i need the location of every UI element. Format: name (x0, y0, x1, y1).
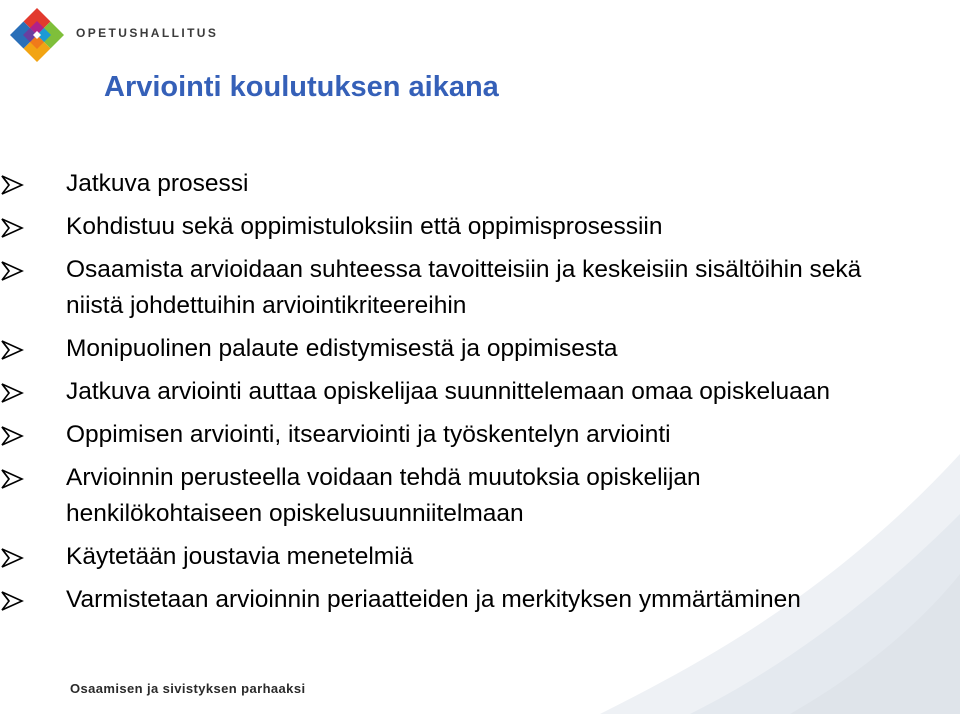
footer-slogan: Osaamisen ja sivistyksen parhaaksi (70, 681, 306, 696)
opetushallitus-logo-icon (8, 6, 66, 64)
bullet-item (0, 582, 866, 618)
bullet-item (0, 460, 866, 532)
arrow-bullet-icon (0, 217, 26, 239)
arrow-bullet-icon (0, 590, 26, 612)
arrow-bullet-icon (0, 425, 26, 447)
slide-title: Arviointi koulutuksen aikana (104, 71, 499, 103)
arrow-bullet-icon (0, 547, 26, 569)
bullet-text: Kohdistuu sekä oppimistuloksiin että oppimisprosessiin (66, 213, 663, 240)
bullet-item (0, 417, 866, 453)
bullet-list (0, 166, 960, 625)
bullet-text: Varmistetaan arvioinnin periaatteiden ja merkityksen ymmärtäminen (66, 586, 801, 613)
bullet-item (0, 209, 866, 245)
bullet-item (0, 331, 866, 367)
bullet-item (0, 166, 866, 202)
arrow-bullet-icon (0, 339, 26, 361)
arrow-bullet-icon (0, 382, 26, 404)
bullet-text: Oppimisen arviointi, itsearviointi ja työskentelyn arviointi (66, 421, 671, 448)
bullet-text: Monipuolinen palaute edistymisestä ja oppimisesta (66, 335, 618, 362)
bullet-text: Käytetään joustavia menetelmiä (66, 543, 414, 570)
bullet-text: Jatkuva arviointi auttaa opiskelijaa suunnittelemaan omaa opiskeluaan (66, 378, 831, 405)
arrow-bullet-icon (0, 174, 26, 196)
arrow-bullet-icon (0, 468, 26, 490)
bullet-text: Osaamista arvioidaan suhteessa tavoitteisiin ja keskeisiin sisältöihin sekä niistä johdettuihin arviointikriteereihin (66, 256, 862, 319)
bullet-text: Jatkuva prosessi (66, 170, 249, 197)
organization-name: OPETUSHALLITUS (76, 26, 219, 40)
bullet-text: Arvioinnin perusteella voidaan tehdä muutoksia opiskelijan henkilökohtaiseen opiskelusuunniitelmaan (66, 464, 701, 527)
arrow-bullet-icon (0, 260, 26, 282)
bullet-item (0, 252, 866, 324)
bullet-item (0, 539, 866, 575)
bullet-item (0, 374, 866, 410)
